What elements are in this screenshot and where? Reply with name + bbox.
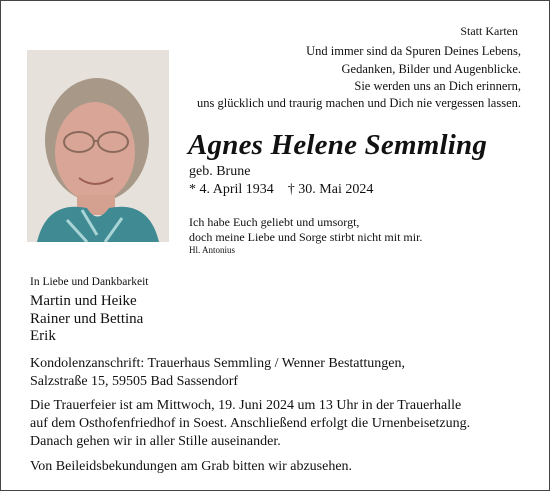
quote-author: Hl. Antonius [189, 245, 236, 255]
mourner-2: Rainer und Bettina [30, 311, 144, 327]
life-dates: * 4. April 1934 † 30. Mai 2024 [189, 182, 374, 197]
statt-karten: Statt Karten [460, 24, 518, 38]
poem-line-2: Gedanken, Bilder und Augenblicke. [341, 62, 521, 76]
closing-note: Von Beileidsbekundungen am Grab bitten wir abzusehen. [30, 459, 353, 474]
poem-line-3: Sie werden uns an Dich erinnern, [354, 79, 521, 93]
ceremony-line-3: Danach gehen wir in aller Stille auseinander. [30, 434, 281, 449]
ceremony-line-2: auf dem Osthofenfriedhof in Soest. Anschließend erfolgt die Urnenbeisetzung. [30, 416, 471, 431]
condolence-line-2: Salzstraße 15, 59505 Bad Sassendorf [30, 374, 239, 389]
birth-name: geb. Brune [189, 164, 251, 179]
deceased-name: Agnes Helene Semmling [188, 129, 488, 161]
condolence-line-1: Kondolenzanschrift: Trauerhaus Semmling / Wenner Bestattungen, [30, 356, 405, 371]
mourners-intro: In Liebe und Dankbarkeit [30, 276, 149, 288]
quote-line-2: doch meine Liebe und Sorge stirbt nicht mit mir. [189, 230, 423, 244]
mourner-1: Martin und Heike [30, 293, 137, 309]
mourner-3: Erik [30, 328, 56, 344]
poem-line-4: uns glücklich und traurig machen und Dich nie vergessen lassen. [197, 96, 521, 110]
poem-line-1: Und immer sind da Spuren Deines Lebens, [306, 44, 521, 58]
quote-line-1: Ich habe Euch geliebt und umsorgt, [189, 215, 360, 229]
ceremony-line-1: Die Trauerfeier ist am Mittwoch, 19. Juni 2024 um 13 Uhr in der Trauerhalle [30, 398, 462, 413]
portrait-photo [27, 50, 169, 242]
